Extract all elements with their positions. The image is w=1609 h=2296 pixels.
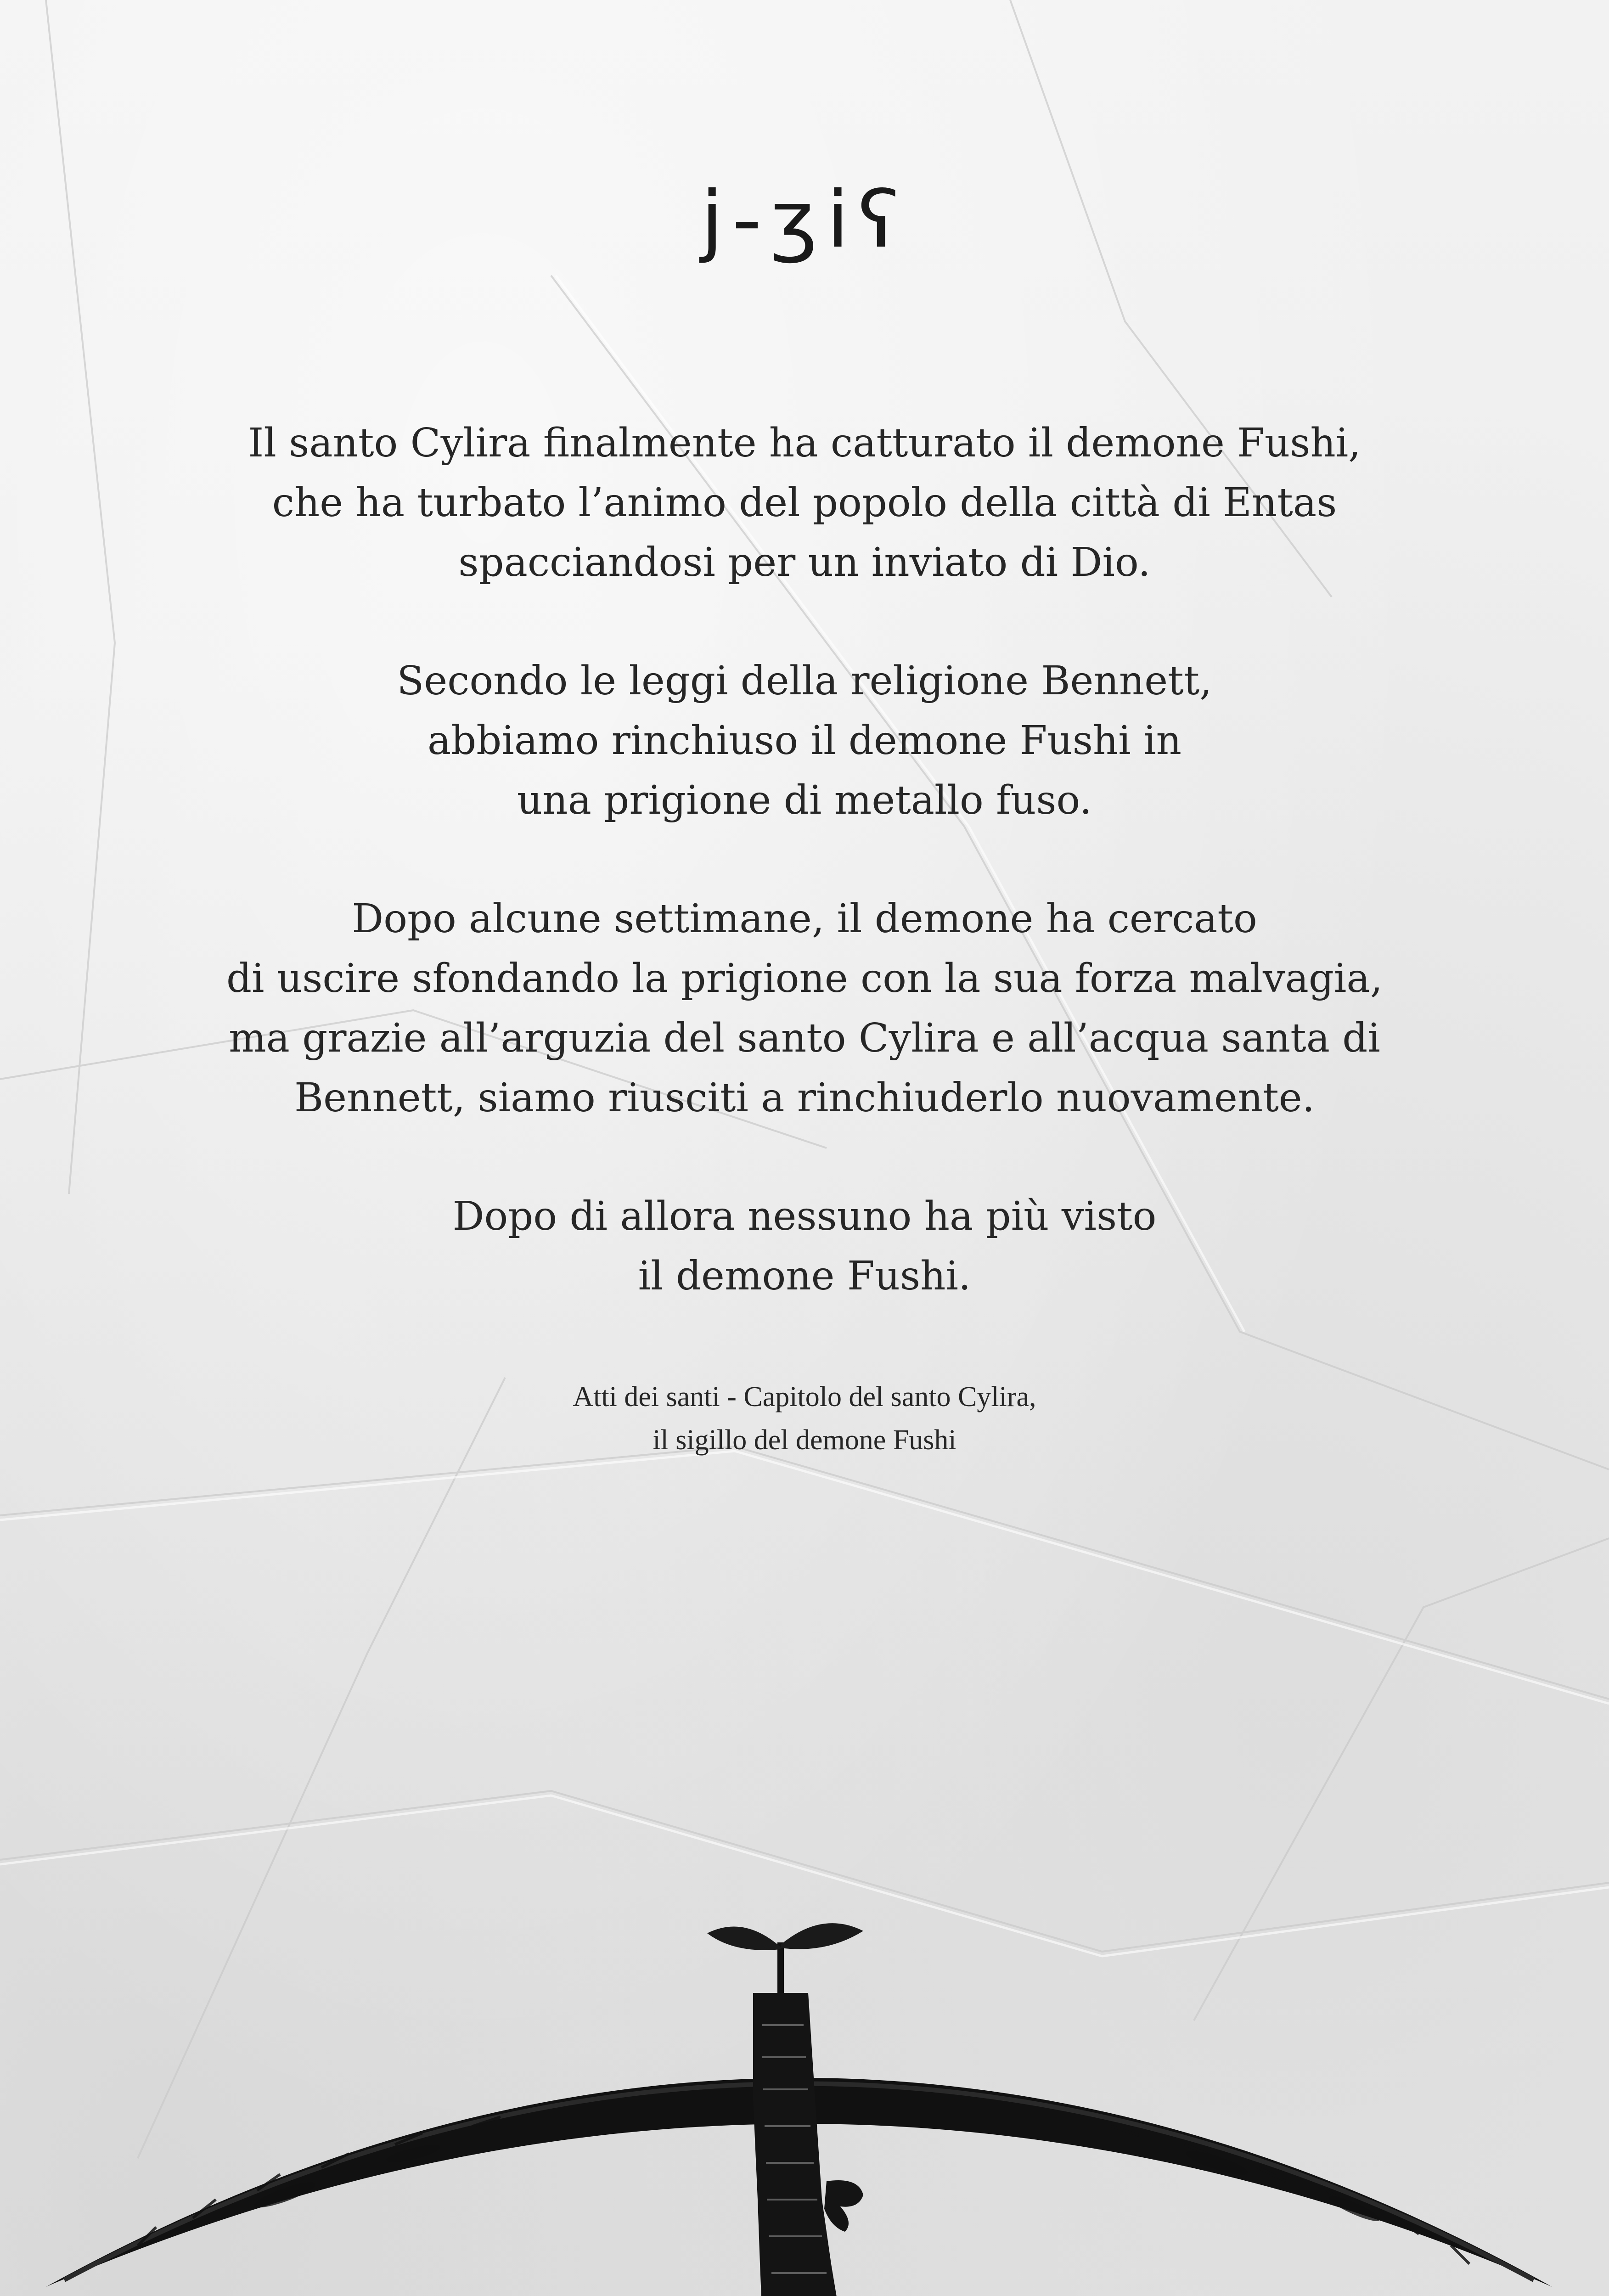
paragraph-3: Dopo alcune settimane, il demone ha cercato di uscire sfondando la prigione con la sua forza malvagia, ma grazie all’arguzia del santo Cylira e all’acqua santa di Bennett, siamo riusciti a rinchiuderlo nuovamente. bbox=[226, 896, 1383, 1121]
story-text bbox=[161, 413, 1448, 1365]
page-title: j-ʒiʕ bbox=[700, 174, 909, 265]
paragraph-4: Dopo di allora nessuno ha più visto il demone Fushi. bbox=[452, 1193, 1157, 1299]
sprout-on-arc-with-inverted-figure-icon bbox=[0, 1906, 1609, 2296]
paragraph-1: Il santo Cylira finalmente ha catturato il demone Fushi, che ha turbato l’animo del popolo della città di Entas spacciandosi per un inviato di Dio. bbox=[248, 420, 1361, 585]
source-caption: Atti dei santi - Capitolo del santo Cylira, il sigillo del demone Fushi bbox=[573, 1381, 1036, 1456]
paragraph-2: Secondo le leggi della religione Bennett, abbiamo rinchiuso il demone Fushi in una prigione di metallo fuso. bbox=[397, 658, 1212, 823]
